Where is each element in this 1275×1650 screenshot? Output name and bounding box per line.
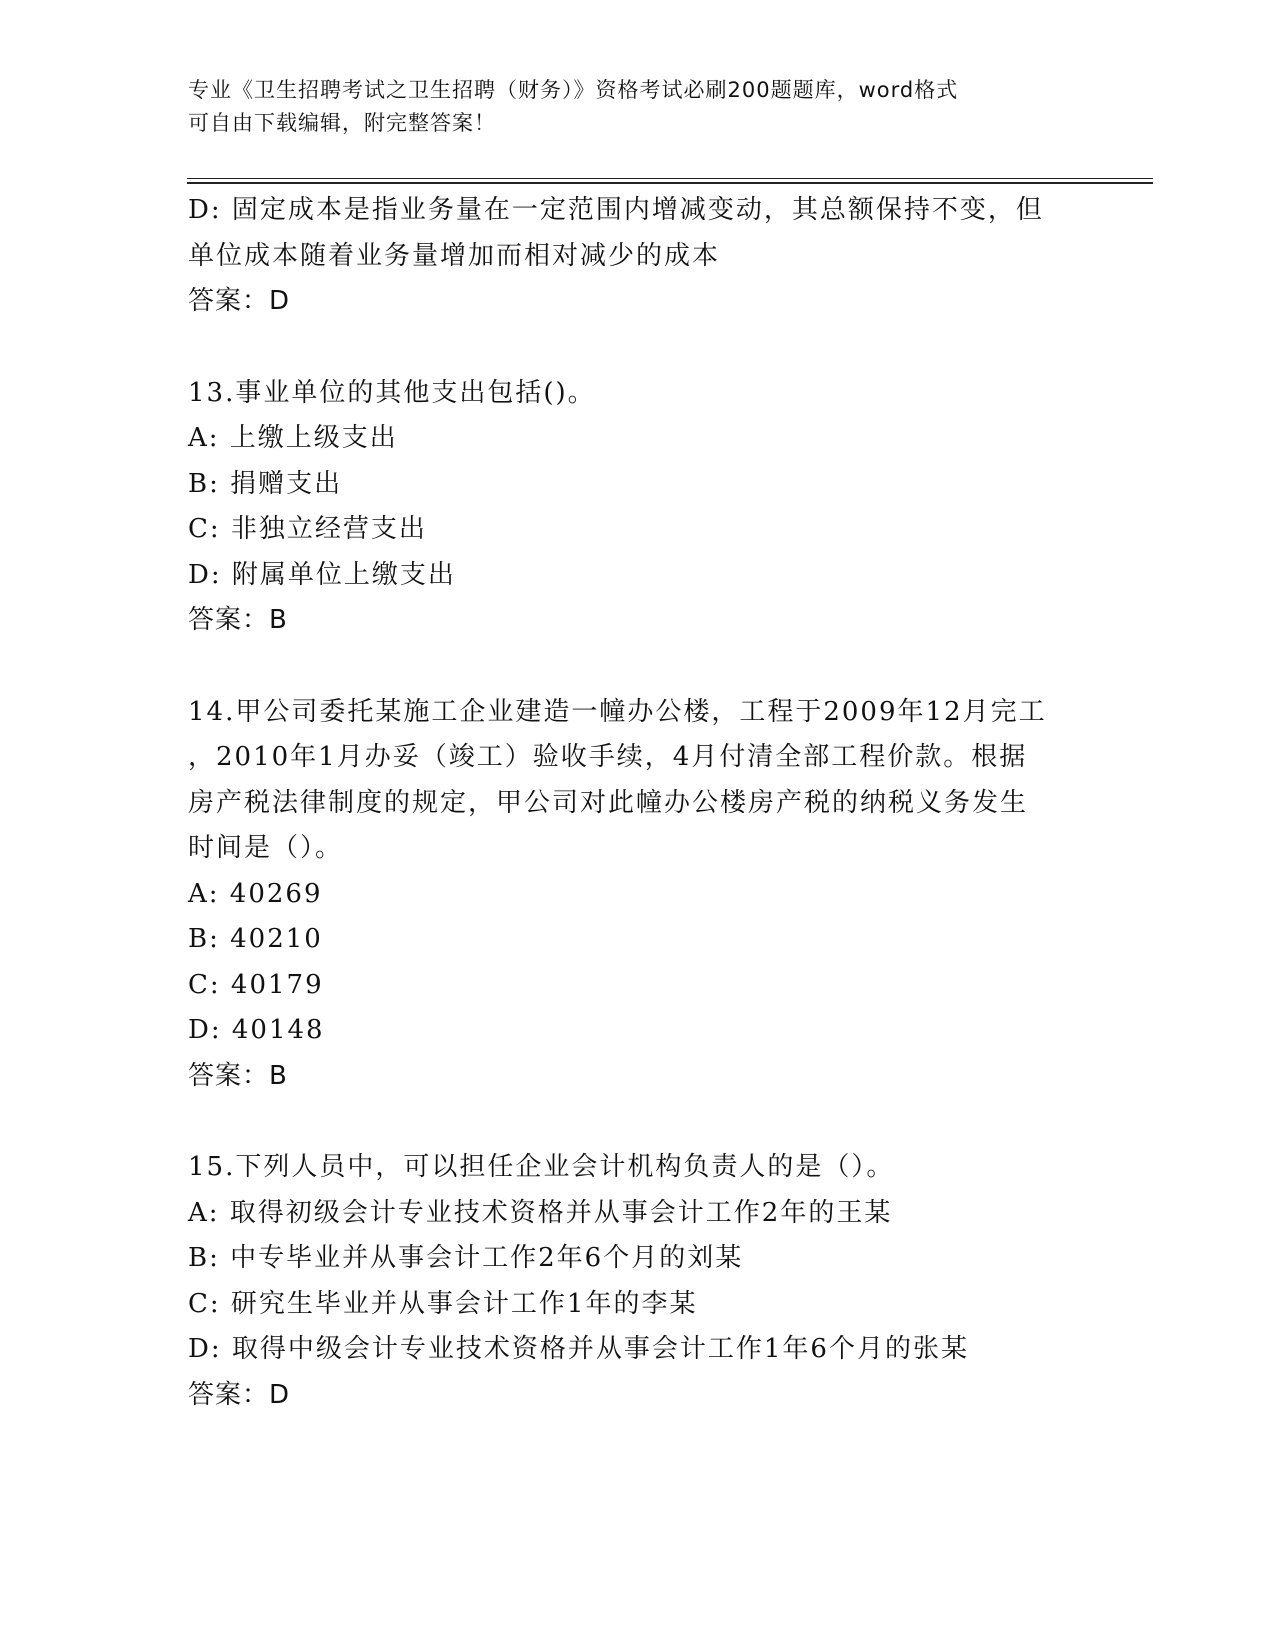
previous-question-tail	[188, 188, 1088, 325]
answer-line: 答案：B	[188, 605, 288, 635]
option-a: A: 40269	[188, 878, 323, 909]
question-list	[188, 188, 1088, 1418]
question-stem: 13.事业单位的其他支出包括()。	[188, 377, 596, 408]
option-d-line-1: D: 固定成本是指业务量在一定范围内增减变动，其总额保持不变，但	[188, 195, 1044, 225]
question-13	[188, 371, 1088, 644]
option-c: C: 研究生毕业并从事会计工作1年的李某	[188, 1288, 698, 1319]
spacer	[188, 644, 1088, 690]
option-c: C: 非独立经营支出	[188, 514, 427, 544]
header-title-line-2: 可自由下载编辑，附完整答案！	[188, 111, 496, 135]
question-stem-line-1: 14.甲公司委托某施工企业建造一幢办公楼，工程于2009年12月完工	[188, 696, 1047, 727]
option-c: C: 40179	[188, 969, 324, 1000]
option-b: B: 捐赠支出	[188, 468, 343, 499]
answer-line: 答案：D	[188, 1379, 291, 1410]
option-a: A: 上缴上级支出	[188, 423, 398, 453]
header-title-line-1: 专业《卫生招聘考试之卫生招聘（财务）》资格考试必刷200题题库，word格式	[188, 78, 959, 102]
option-d: D: 取得中级会计专业技术资格并从事会计工作1年6个月的张某	[188, 1334, 969, 1364]
answer-line: 答案：D	[188, 286, 291, 316]
page-header	[188, 74, 1088, 140]
option-b: B: 中专毕业并从事会计工作2年6个月的刘某	[188, 1243, 744, 1273]
header-divider-thick	[187, 182, 1153, 184]
question-stem-line-2: ，2010年1月办妥（竣工）验收手续，4月付清全部工程价款。根据	[188, 742, 1028, 772]
question-stem-line-3: 房产税法律制度的规定，甲公司对此幢办公楼房产税的纳税义务发生	[188, 787, 1029, 818]
question-stem-line-4: 时间是（）。	[188, 833, 344, 863]
option-d: D: 附属单位上缴支出	[188, 559, 456, 590]
question-15	[188, 1145, 1088, 1418]
option-b: B: 40210	[188, 924, 323, 954]
spacer	[188, 1099, 1088, 1145]
question-stem: 15.下列人员中，可以担任企业会计机构负责人的是（）。	[188, 1152, 895, 1182]
spacer	[188, 325, 1088, 371]
option-d: D: 40148	[188, 1015, 325, 1045]
option-d-line-2: 单位成本随着业务量增加而相对减少的成本	[188, 240, 721, 271]
option-a: A: 取得初级会计专业技术资格并从事会计工作2年的王某	[188, 1197, 893, 1228]
header-divider-thin	[187, 178, 1153, 179]
answer-line: 答案：B	[188, 1060, 288, 1091]
question-14	[188, 690, 1088, 1100]
